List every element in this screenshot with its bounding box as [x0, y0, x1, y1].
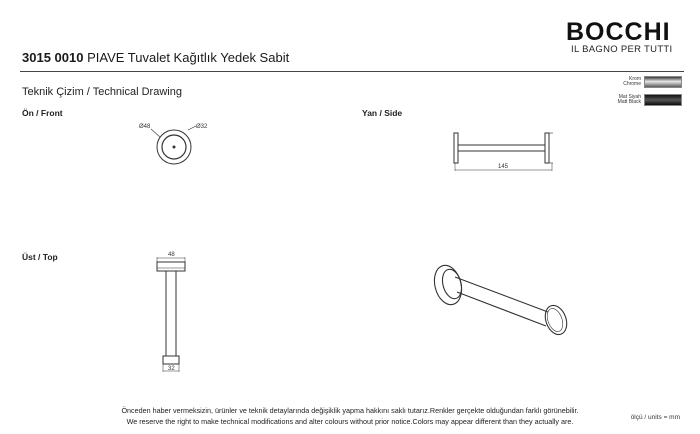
product-code: 3015 0010 — [22, 50, 84, 65]
finish-black-label-tr: Mat Siyah — [618, 93, 641, 100]
front-dim-inner: Ø32 — [196, 124, 208, 130]
top-view-drawing — [157, 257, 185, 372]
perspective-view-drawing — [430, 262, 570, 337]
side-dim-length: 145 — [498, 164, 509, 170]
footer-notice-tr: Önceden haber vermeksizin, ürünler ve teknik detaylarında değişiklik yapma hakkını saklı tutarız.Renkler gerçekte olduğundan farklı görünebilir. — [121, 406, 579, 415]
finish-chrome-label-tr: Krom — [629, 75, 641, 82]
brand-logo: BOCCHI — [566, 18, 671, 46]
finish-black-label-en: Matt Black — [617, 99, 641, 105]
footer-notice-en: We reserve the right to make technical modifications and alter colours without prior notice.Colors may appear different than they actually are. — [126, 417, 574, 426]
product-name: PIAVE Tuvalet Kağıtlık Yedek Sabit — [87, 50, 290, 65]
side-view-label: Yan / Side — [362, 108, 403, 118]
units-note: ölçü / units = mm — [630, 414, 680, 421]
front-view-drawing — [151, 126, 196, 164]
front-view-label: Ön / Front — [22, 108, 63, 118]
finish-chrome-label-en: Chrome — [623, 81, 641, 87]
drawing-subtitle: Teknik Çizim / Technical Drawing — [22, 86, 182, 98]
top-view-label: Üst / Top — [22, 252, 58, 262]
front-dim-outer: Ø48 — [139, 124, 151, 130]
brand-tagline: IL BAGNO PER TUTTI — [571, 44, 673, 55]
top-dim-top: 48 — [168, 252, 175, 258]
top-dim-bottom: 32 — [168, 366, 175, 372]
